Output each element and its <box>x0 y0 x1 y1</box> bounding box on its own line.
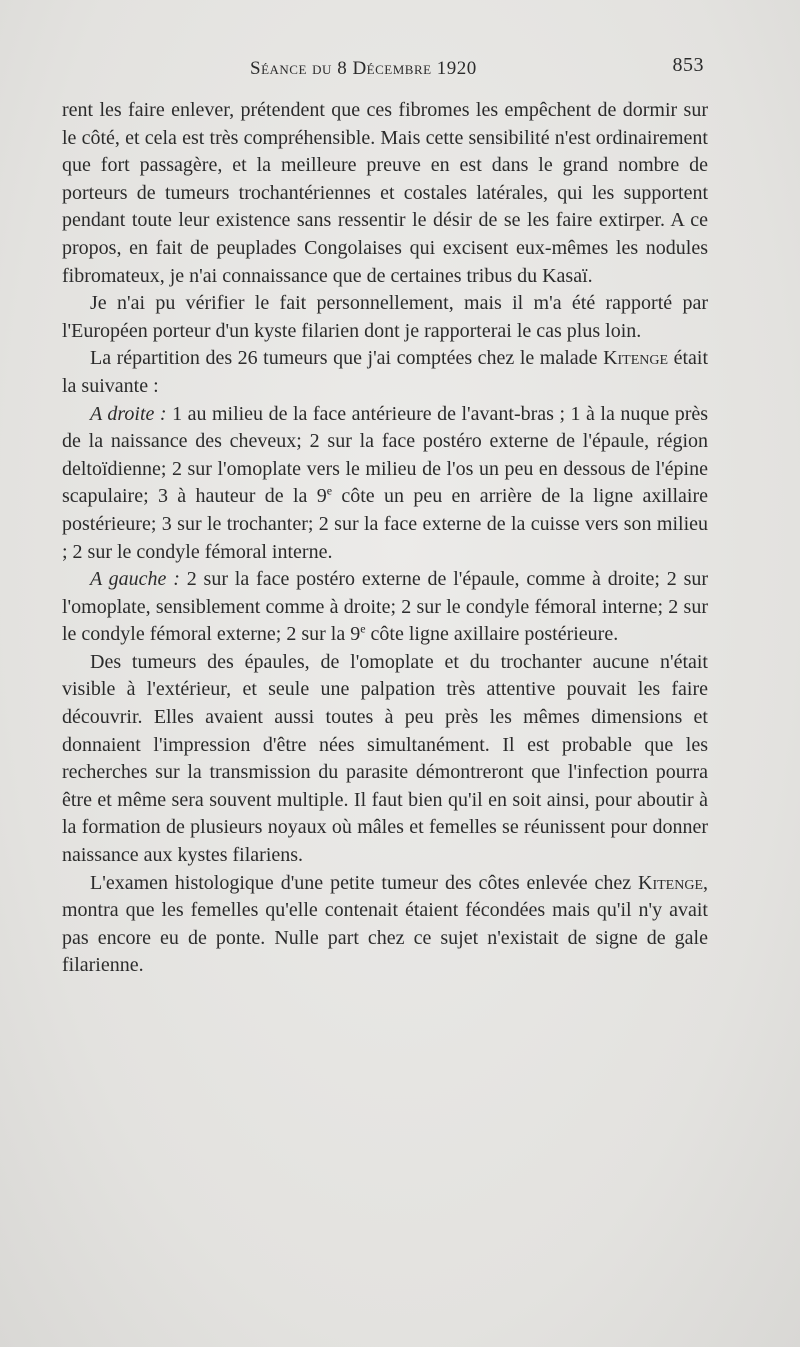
left-side-label: A gauche : <box>90 568 180 591</box>
paragraph-2: Je n'ai pu vérifier le fait personnellement, mais il m'a été rapporté par l'Européen porteur d'un kyste filarien dont je rapporterai le cas plus loin. <box>62 292 708 342</box>
left-side-text-b: côte ligne axillaire postérieure. <box>370 623 619 646</box>
right-side-label: A droite : <box>90 402 167 425</box>
left-side-text-a: 2 sur la face postéro externe de l'épaule, comme à droite; 2 sur l'omoplate, sensiblement comme à droite; 2 sur le condyle fémoral interne; 2 sur le condyle fémoral externe; 2 sur la 9 <box>62 568 709 646</box>
paragraph-1: rent les faire enlever, prétendent que ces fibromes les empêchent de dormir sur le côté, et cela est très compréhensible. Mais cette sensibilité n'est ordinairement que fort passagère, et la meilleure preuve en est dans le grand nombre de porteurs de tumeurs trochantériennes et costales latérales, qui les supportent pendant toute leur existence sans ressentir le désir de se les faire extirper. A ce propos, en fait de peuplades Congolaises qui excisent eux-mêmes les nodules fibromateux, je n'ai connaissance que de certaines tribus du Kasaï. <box>62 99 708 287</box>
left-side-ordinal: e <box>360 621 366 636</box>
page-header <box>0 54 800 84</box>
right-side-text-a: 1 au milieu de la face antérieure de l'avant-bras ; 1 à la nuque près de la naissance des cheveux; 2 sur la face postéro externe de l'épaule, région deltoïdienne; 2 sur l'omoplate vers le milieu de l'os un peu en dessous de l'épine scapulaire; 3 à hauteur de la 9 <box>62 402 709 508</box>
paragraph-7 <box>62 870 708 980</box>
body-text <box>62 97 708 980</box>
running-head-date: 8 Décembre 1920 <box>337 58 477 79</box>
paragraph-right-side <box>62 401 708 567</box>
paragraph-left-side <box>62 566 708 649</box>
paragraph-6: Des tumeurs des épaules, de l'omoplate et du trochanter aucune n'était visible à l'extérieur, et seule une palpation très attentive pouvait les faire découvrir. Elles avaient aussi toutes à peu près les mêmes dimensions et donnaient l'impression d'être nées simultanément. Il est probable que les recherches sur la transmission du parasite démontreront que l'infection pourra être et même sera souvent multiple. Il faut bien qu'il en soit ainsi, pour aboutir à la formation de plusieurs noyaux où mâles et femelles se réunissent pour donner naissance aux kystes filariens. <box>62 650 708 867</box>
right-side-text-b: côte un peu en arrière de la ligne axillaire postérieure; 3 sur le trochanter; 2 sur la face externe de la cuisse vers son milieu ; 2 sur le condyle fémoral interne. <box>62 485 709 563</box>
running-head-prefix: Séance du <box>250 58 332 79</box>
paragraph-7-text-a: L'examen histologique d'une petite tumeur des côtes enlevée chez <box>90 871 632 894</box>
running-head <box>250 58 477 80</box>
paragraph-3 <box>62 345 708 400</box>
page-number: 853 <box>672 54 704 76</box>
patient-name-2: Kitenge, <box>638 871 708 894</box>
paragraph-7-text-b: montra que les femelles qu'elle contenait étaient fécondées mais qu'il n'y avait pas encore eu de ponte. Nulle part chez ce sujet n'existait de signe de gale filarienne. <box>62 899 708 977</box>
patient-name: Kitenge <box>603 347 669 370</box>
paragraph-3-text-a: La répartition des 26 tumeurs que j'ai comptées chez le malade <box>90 347 598 370</box>
right-side-ordinal: e <box>326 483 333 498</box>
paragraph-3-text-b: était la suivante : <box>62 347 709 397</box>
